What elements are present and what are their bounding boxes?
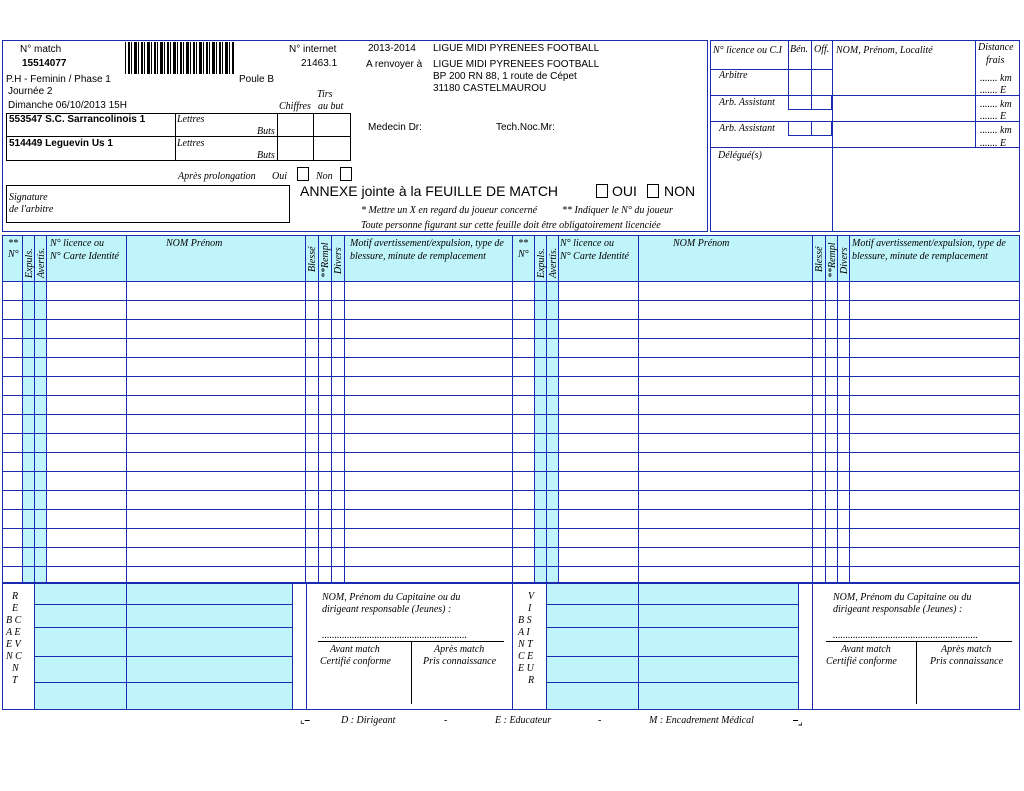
team-away-name: 514449 Leguevin Us 1 [9, 138, 113, 149]
left-rempl-header: **Rempl [320, 242, 331, 278]
left-blesse-header: Blessé [307, 246, 318, 272]
left-captain-line1: NOM, Prénom du Capitaine ou du [322, 592, 461, 603]
annexe-note3: Toute personne figurant sur cette feuille doit être obligatoirement licenciée [361, 220, 661, 231]
medecin: Medecin Dr: [368, 122, 422, 133]
right-licence-header2: N° Carte Identité [560, 251, 629, 262]
au-but-label: au but [318, 101, 344, 112]
team-away-buts: Buts [257, 150, 275, 161]
prolongation-label: Après prolongation [178, 171, 256, 182]
signature-line1: Signature [9, 192, 48, 203]
tirs-label: Tirs [317, 89, 333, 100]
right-licence-header1: N° licence ou [560, 238, 614, 249]
official-km-3: ....... km [980, 125, 1012, 136]
right-num-header: ** N° [518, 238, 529, 260]
team-home-lettres: Lettres [177, 114, 205, 125]
annexe-non-label: NON [664, 183, 696, 199]
left-connaissance: Pris connaissance [423, 656, 497, 667]
signature-line2: de l'arbitre [9, 204, 54, 215]
receveur-letter-3: A E [6, 627, 21, 638]
right-nom-header: NOM Prénom [673, 238, 730, 249]
return-name: LIGUE MIDI PYRENEES FOOTBALL [433, 59, 600, 70]
right-blesse-header: Blessé [814, 246, 825, 272]
right-avant: Avant match [841, 644, 891, 655]
footer-sep1: - [444, 715, 448, 726]
league-name: LIGUE MIDI PYRENEES FOOTBALL [433, 43, 600, 54]
official-role-arbitre: Arbitre [719, 70, 748, 81]
competition: P.H - Feminin / Phase 1 [6, 74, 111, 85]
technoc: Tech.Noc.Mr: [496, 122, 555, 133]
official-e-2: ....... E [980, 111, 1007, 122]
team-home-buts: Buts [257, 126, 275, 137]
prolongation-oui-checkbox[interactable] [297, 167, 309, 181]
left-licence-header1: N° licence ou [50, 238, 104, 249]
footer-left-bracket: ⌞⎯ [300, 715, 310, 726]
team-away-lettres: Lettres [177, 138, 205, 149]
official-km-1: ....... km [980, 73, 1012, 84]
prolongation-oui-label: Oui [272, 171, 287, 182]
receveur-letter-8: T [12, 675, 18, 686]
footer-medical: M : Encadrement Médical [649, 715, 754, 726]
left-motif-header1: Motif avertissement/expulsion, type de [350, 238, 504, 249]
receveur-letter-1: E [12, 603, 19, 614]
chiffres-label: Chiffres [279, 101, 311, 112]
footer-educateur: E : Educateur [495, 715, 552, 726]
return-address1: BP 200 RN 88, 1 route de Cépet [433, 71, 577, 82]
internet-label: N° internet [289, 44, 337, 55]
left-divers-header: Divers [333, 247, 344, 274]
visiteur-letter-2: B S [518, 615, 532, 626]
officials-distance-header2: frais [986, 55, 1005, 66]
season: 2013-2014 [368, 43, 416, 54]
right-connaissance: Pris connaissance [930, 656, 1004, 667]
match-number-label: N° match [20, 44, 62, 55]
visiteur-letter-4: N T [518, 639, 533, 650]
visiteur-letter-6: E U [518, 663, 534, 674]
journee: Journée 2 [8, 86, 53, 97]
left-licence-header2: N° Carte Identité [50, 251, 119, 262]
officials-licence-header: N° licence ou C.I [713, 45, 782, 56]
receveur-letter-5: N C [6, 651, 22, 662]
footer-right-bracket: ⎯⌟ [793, 715, 802, 726]
visiteur-letter-7: R [528, 675, 535, 686]
annexe-title: ANNEXE jointe à la FEUILLE DE MATCH [300, 183, 559, 199]
return-address2: 31180 CASTELMAUROU [433, 83, 547, 94]
right-certifie: Certifié conforme [826, 656, 897, 667]
annexe-note2: ** Indiquer le N° du joueur [562, 205, 673, 216]
left-motif-header2: blessure, minute de remplacement [350, 251, 486, 262]
poule: Poule B [239, 74, 275, 85]
receveur-letter-2: B C [6, 615, 22, 626]
prolongation-non-label: Non [316, 171, 333, 182]
footer-sep2: - [598, 715, 602, 726]
left-expuls-header: Expuls. [24, 248, 35, 278]
right-expuls-header: Expuls. [536, 248, 547, 278]
official-km-2: ....... km [980, 99, 1012, 110]
officials-ben-header: Bén. [790, 44, 809, 55]
official-role-delegue: Délégué(s) [718, 150, 762, 161]
right-divers-header: Divers [839, 247, 850, 274]
official-e-3: ....... E [980, 138, 1007, 149]
right-motif-header2: blessure, minute de remplacement [852, 251, 988, 262]
right-captain-dots: .......................................................... [833, 630, 978, 641]
official-e-1: ....... E [980, 85, 1007, 96]
barcode [125, 42, 235, 74]
visiteur-letter-1: I [528, 603, 532, 614]
annexe-non-checkbox[interactable] [647, 184, 659, 198]
official-role-assistant1: Arb. Assistant [719, 97, 775, 108]
right-apres: Après match [941, 644, 992, 655]
return-label: A renvoyer à [366, 59, 423, 70]
match-date: Dimanche 06/10/2013 15H [8, 100, 127, 111]
official-role-assistant2: Arb. Assistant [719, 123, 775, 134]
left-apres: Après match [434, 644, 485, 655]
team-home-name: 553547 S.C. Sarrancolinois 1 [9, 114, 146, 125]
left-avant: Avant match [330, 644, 380, 655]
right-motif-header1: Motif avertissement/expulsion, type de [852, 238, 1006, 249]
internet-value: 21463.1 [301, 58, 338, 69]
officials-off-header: Off. [814, 44, 830, 55]
left-avertis-header: Avertis. [36, 247, 47, 278]
receveur-letter-4: E V [6, 639, 21, 650]
visiteur-letter-0: V [528, 591, 535, 602]
right-captain-line2: dirigeant responsable (Jeunes) : [833, 604, 963, 615]
right-captain-line1: NOM, Prénom du Capitaine ou du [833, 592, 972, 603]
visiteur-letter-5: C E [518, 651, 534, 662]
annexe-oui-label: OUI [612, 183, 637, 199]
receveur-letter-0: R [12, 591, 19, 602]
left-captain-line2: dirigeant responsable (Jeunes) : [322, 604, 452, 615]
footer-dirigeant: D : Dirigeant [341, 715, 396, 726]
officials-distance-header1: Distance [978, 42, 1014, 53]
left-num-header: ** N° [8, 238, 19, 260]
right-avertis-header: Avertis. [548, 247, 559, 278]
annexe-oui-checkbox[interactable] [596, 184, 608, 198]
left-nom-header: NOM Prénom [166, 238, 223, 249]
annexe-note1: * Mettre un X en regard du joueur concerné [361, 205, 538, 216]
left-captain-dots: .......................................................... [322, 630, 467, 641]
right-rempl-header: **Rempl [827, 242, 838, 278]
prolongation-non-checkbox[interactable] [340, 167, 352, 181]
visiteur-letter-3: A I [518, 627, 530, 638]
officials-nom-header: NOM, Prénom, Localité [836, 45, 933, 56]
receveur-letter-7: N [12, 663, 19, 674]
left-certifie: Certifié conforme [320, 656, 391, 667]
match-number-value: 15514077 [22, 58, 67, 69]
